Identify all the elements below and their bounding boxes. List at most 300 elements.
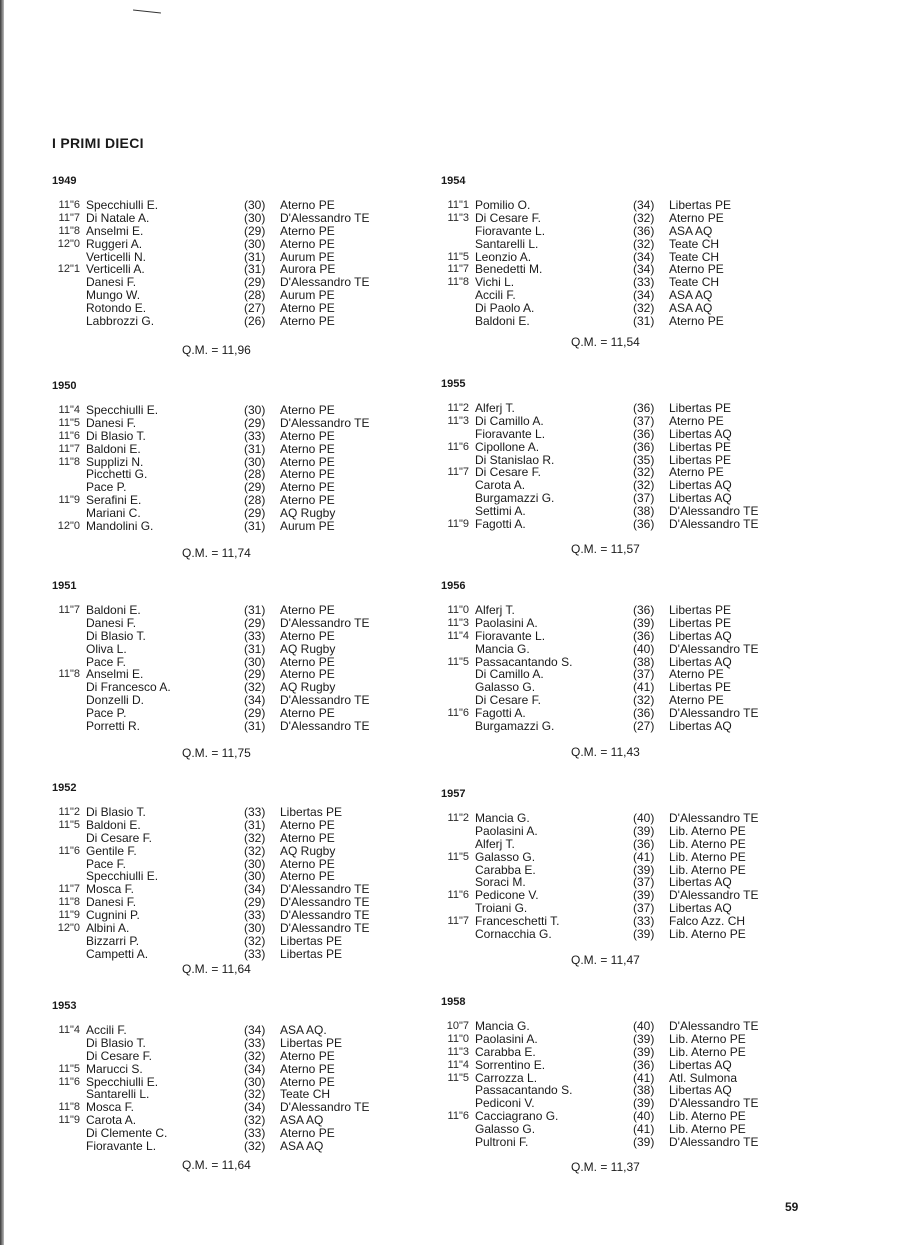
result-age: (36) xyxy=(633,439,655,454)
result-name: Cornacchia G. xyxy=(475,927,552,942)
result-time: 11"7 xyxy=(447,263,469,276)
result-name: Di Blasio T. xyxy=(86,628,146,643)
result-time: 11"2 xyxy=(447,402,469,414)
page-number: 59 xyxy=(785,1200,799,1214)
result-club: Aurum PE xyxy=(280,249,335,264)
result-time: 11"5 xyxy=(58,416,80,429)
result-name: Accili F. xyxy=(86,1023,127,1037)
result-club: Aterno PE xyxy=(280,706,335,721)
result-age: (40) xyxy=(633,1109,655,1124)
result-name: Di Cesare F. xyxy=(475,465,542,480)
result-time: 11"6 xyxy=(447,707,469,720)
result-club: Lib. Aterno PE xyxy=(669,1109,746,1124)
result-time: 11"5 xyxy=(58,818,80,831)
year-heading: 1954 xyxy=(441,175,466,187)
result-age: (29) xyxy=(244,895,266,910)
result-age: (36) xyxy=(633,223,655,238)
result-name: Mancia G. xyxy=(475,811,530,825)
result-club: AQ Rugby xyxy=(280,680,336,695)
result-age: (34) xyxy=(244,1023,266,1037)
result-club: Teate CH xyxy=(669,236,720,251)
result-name: Passacantando S. xyxy=(475,654,573,669)
average-time: Q.M. = 11,64 xyxy=(182,962,251,976)
result-name: Picchetti G. xyxy=(86,467,148,482)
result-club: D'Alessandro TE xyxy=(280,693,370,708)
result-name: Specchiulli E. xyxy=(86,403,159,417)
result-name: Benedetti M. xyxy=(475,262,543,277)
result-age: (34) xyxy=(244,882,266,897)
result-age: (41) xyxy=(633,849,655,864)
result-club: Aterno PE xyxy=(280,1061,335,1076)
result-age: (27) xyxy=(244,301,266,316)
year-heading: 1950 xyxy=(52,380,77,392)
result-time: 11"5 xyxy=(447,1071,469,1084)
result-time: 11"1 xyxy=(447,199,469,211)
result-name: Mancia G. xyxy=(475,641,530,656)
result-name: Pomilio O. xyxy=(475,198,531,212)
result-club: Aterno PE xyxy=(280,441,335,456)
average-time: Q.M. = 11,54 xyxy=(571,335,640,349)
result-time: 11"7 xyxy=(447,915,469,928)
result-time: 11"2 xyxy=(447,812,469,824)
result-time: 11"6 xyxy=(58,844,80,857)
result-name: Donzelli D. xyxy=(86,693,145,708)
result-name: Danesi F. xyxy=(86,615,137,630)
result-name: Fagotti A. xyxy=(475,517,526,532)
result-name: Di Cesare F. xyxy=(475,693,542,708)
result-club: Libertas AQ xyxy=(669,426,732,441)
result-club: Lib. Aterno PE xyxy=(669,849,746,864)
average-time: Q.M. = 11,64 xyxy=(182,1158,251,1172)
result-name: Burgamazzi G. xyxy=(475,491,555,506)
result-club: Libertas PE xyxy=(280,946,343,961)
result-age: (34) xyxy=(633,288,655,303)
result-name: Pultroni F. xyxy=(475,1135,529,1150)
result-time: 11"5 xyxy=(447,250,469,263)
year-block-1956 xyxy=(441,580,821,759)
result-age: (34) xyxy=(633,249,655,264)
result-age: (38) xyxy=(633,1083,655,1098)
result-name: Danesi F. xyxy=(86,275,137,290)
average-time: Q.M. = 11,57 xyxy=(571,542,640,556)
result-age: (34) xyxy=(633,262,655,277)
result-name: Di Cesare F. xyxy=(86,1048,153,1063)
result-club: D'Alessandro TE xyxy=(669,504,759,519)
result-age: (35) xyxy=(633,452,655,467)
result-age: (37) xyxy=(633,901,655,916)
result-age: (36) xyxy=(633,1057,655,1072)
result-name: Baldoni E. xyxy=(86,603,141,617)
result-age: (34) xyxy=(633,198,655,212)
result-name: Carabba E. xyxy=(475,862,536,877)
result-club: ASA AQ xyxy=(669,223,713,238)
result-age: (33) xyxy=(244,805,266,819)
result-club: D'Alessandro TE xyxy=(280,908,370,923)
result-time: 11"3 xyxy=(447,211,469,224)
result-name: Carota A. xyxy=(86,1113,137,1128)
year-block-1950 xyxy=(52,380,432,560)
result-club: Aterno PE xyxy=(669,693,724,708)
average-time: Q.M. = 11,43 xyxy=(571,745,640,759)
result-age: (33) xyxy=(633,914,655,929)
result-age: (30) xyxy=(244,403,266,417)
result-time: 11"6 xyxy=(447,1110,469,1123)
result-name: Carota A. xyxy=(475,478,526,493)
result-age: (39) xyxy=(633,1044,655,1059)
result-name: Sorrentino E. xyxy=(475,1057,546,1072)
result-age: (32) xyxy=(244,933,266,948)
result-age: (30) xyxy=(244,921,266,936)
result-age: (29) xyxy=(244,275,266,290)
result-age: (33) xyxy=(244,1126,266,1141)
result-age: (39) xyxy=(633,1096,655,1111)
result-club: D'Alessandro TE xyxy=(280,921,370,936)
result-name: Troiani G. xyxy=(475,901,528,916)
result-age: (33) xyxy=(244,1035,266,1050)
result-age: (36) xyxy=(633,706,655,721)
result-time: 11"7 xyxy=(58,883,80,896)
result-age: (36) xyxy=(633,426,655,441)
result-age: (32) xyxy=(633,693,655,708)
result-club: Libertas AQ xyxy=(669,901,732,916)
result-club: Libertas AQ xyxy=(669,628,732,643)
result-age: (39) xyxy=(633,615,655,630)
result-age: (39) xyxy=(633,862,655,877)
result-age: (36) xyxy=(633,401,655,415)
result-club: Aterno PE xyxy=(669,262,724,277)
result-name: Oliva L. xyxy=(86,641,127,656)
year-heading: 1951 xyxy=(52,580,77,592)
result-name: Di Camillo A. xyxy=(475,667,544,682)
result-age: (29) xyxy=(244,223,266,238)
year-block-1949 xyxy=(52,175,432,357)
result-age: (32) xyxy=(633,301,655,316)
result-club: AQ Rugby xyxy=(280,843,336,858)
result-time: 11"6 xyxy=(58,429,80,442)
result-time: 11"9 xyxy=(58,909,80,922)
result-name: Specchiulli E. xyxy=(86,869,159,884)
result-age: (32) xyxy=(244,1087,266,1102)
result-name: Fioravante L. xyxy=(475,426,546,441)
result-age: (39) xyxy=(633,1135,655,1150)
result-time: 11"3 xyxy=(447,616,469,629)
result-name: Di Francesco A. xyxy=(86,680,171,695)
result-name: Danesi F. xyxy=(86,895,137,910)
result-name: Anselmi E. xyxy=(86,667,144,682)
result-club: Aterno PE xyxy=(280,628,335,643)
result-club: Aterno PE xyxy=(280,654,335,669)
result-age: (29) xyxy=(244,415,266,430)
result-club: Aterno PE xyxy=(669,465,724,480)
result-time: 11"6 xyxy=(58,1075,80,1088)
scratch-mark xyxy=(133,10,161,14)
result-club: Libertas PE xyxy=(669,198,732,212)
result-club: Aterno PE xyxy=(280,314,335,329)
result-time: 11"8 xyxy=(58,896,80,909)
result-name: Di Blasio T. xyxy=(86,1035,146,1050)
average-time: Q.M. = 11,74 xyxy=(182,546,251,560)
average-time: Q.M. = 11,75 xyxy=(182,746,251,760)
result-name: Campetti A. xyxy=(86,946,149,961)
result-name: Di Natale A. xyxy=(86,210,150,225)
result-age: (29) xyxy=(244,506,266,521)
result-age: (33) xyxy=(633,275,655,290)
result-age: (31) xyxy=(633,314,655,329)
result-club: Aterno PE xyxy=(280,856,335,871)
result-age: (30) xyxy=(244,654,266,669)
result-club: D'Alessandro TE xyxy=(669,517,759,532)
result-name: Di Blasio T. xyxy=(86,805,146,819)
result-name: Di Stanislao R. xyxy=(475,452,555,467)
result-time: 11"8 xyxy=(58,668,80,681)
result-name: Verticelli A. xyxy=(86,262,145,277)
year-heading: 1953 xyxy=(52,1000,77,1012)
result-name: Accili F. xyxy=(475,288,516,303)
result-club: Aterno PE xyxy=(280,467,335,482)
result-time: 11"4 xyxy=(447,629,469,642)
result-age: (26) xyxy=(244,314,266,329)
result-club: Aterno PE xyxy=(280,1074,335,1089)
result-club: Libertas AQ xyxy=(669,654,732,669)
result-age: (30) xyxy=(244,198,266,212)
page-binding-edge xyxy=(0,0,4,1245)
result-age: (36) xyxy=(633,628,655,643)
year-heading: 1958 xyxy=(441,996,466,1008)
result-club: Aterno PE xyxy=(280,869,335,884)
result-age: (29) xyxy=(244,480,266,495)
result-club: Aterno PE xyxy=(280,428,335,443)
result-age: (32) xyxy=(633,236,655,251)
result-age: (39) xyxy=(633,1031,655,1046)
result-name: Baldoni E. xyxy=(86,441,141,456)
result-time: 11"0 xyxy=(447,604,469,616)
result-age: (38) xyxy=(633,504,655,519)
result-name: Carrozza L. xyxy=(475,1070,538,1085)
result-name: Cipollone A. xyxy=(475,439,540,454)
result-name: Di Cesare F. xyxy=(475,210,542,225)
result-time: 11"3 xyxy=(447,414,469,427)
result-age: (30) xyxy=(244,869,266,884)
result-club: Aurum PE xyxy=(280,519,335,534)
result-age: (30) xyxy=(244,1074,266,1089)
result-club: Aurora PE xyxy=(280,262,336,277)
result-club: Aterno PE xyxy=(280,223,335,238)
result-name: Fioravante L. xyxy=(475,628,546,643)
result-club: Libertas PE xyxy=(669,680,732,695)
result-name: Fioravante L. xyxy=(86,1139,157,1154)
result-time: 11"7 xyxy=(58,442,80,455)
result-name: Baldoni E. xyxy=(475,314,530,329)
result-name: Galasso G. xyxy=(475,1122,536,1137)
year-heading: 1955 xyxy=(441,378,466,390)
result-age: (31) xyxy=(244,641,266,656)
result-club: D'Alessandro TE xyxy=(280,1100,370,1115)
result-age: (32) xyxy=(244,830,266,845)
result-name: Burgamazzi G. xyxy=(475,719,555,734)
result-club: Lib. Aterno PE xyxy=(669,1031,746,1046)
result-club: D'Alessandro TE xyxy=(280,615,370,630)
result-time: 11"8 xyxy=(58,1101,80,1114)
result-club: Libertas AQ xyxy=(669,1083,732,1098)
result-age: (36) xyxy=(633,836,655,851)
result-club: Aterno PE xyxy=(280,454,335,469)
result-name: Paolasini A. xyxy=(475,823,538,838)
year-block-1952 xyxy=(52,782,432,976)
result-name: Di Clemente C. xyxy=(86,1126,168,1141)
result-club: Aurum PE xyxy=(280,288,335,303)
result-age: (34) xyxy=(244,1100,266,1115)
result-club: Aterno PE xyxy=(280,403,335,417)
result-age: (32) xyxy=(633,465,655,480)
result-time: 11"3 xyxy=(447,1045,469,1058)
result-time: 12"0 xyxy=(57,922,80,935)
result-age: (34) xyxy=(244,693,266,708)
result-club: Teate CH xyxy=(669,275,720,290)
result-age: (31) xyxy=(244,519,266,534)
result-club: D'Alessandro TE xyxy=(669,811,759,825)
year-block-1957 xyxy=(441,788,821,967)
result-name: Pedicone V. xyxy=(475,888,539,903)
result-time: 12"0 xyxy=(57,237,80,250)
result-age: (31) xyxy=(244,719,266,734)
result-club: Aterno PE xyxy=(280,236,335,251)
result-time: 11"8 xyxy=(58,224,80,237)
year-block-1953 xyxy=(52,1000,432,1172)
result-club: Libertas PE xyxy=(280,805,343,819)
year-block-1951 xyxy=(52,580,432,760)
result-age: (32) xyxy=(633,478,655,493)
result-age: (31) xyxy=(244,441,266,456)
result-club: Libertas AQ xyxy=(669,719,732,734)
result-age: (41) xyxy=(633,680,655,695)
result-age: (39) xyxy=(633,888,655,903)
result-name: Di Cesare F. xyxy=(86,830,153,845)
result-club: Libertas PE xyxy=(669,452,732,467)
result-age: (37) xyxy=(633,875,655,890)
result-name: Serafini E. xyxy=(86,493,142,508)
result-age: (31) xyxy=(244,817,266,832)
result-club: Lib. Aterno PE xyxy=(669,862,746,877)
result-time: 11"9 xyxy=(447,518,469,531)
result-age: (29) xyxy=(244,667,266,682)
result-name: Galasso G. xyxy=(475,849,536,864)
result-name: Paolasini A. xyxy=(475,615,538,630)
result-age: (41) xyxy=(633,1070,655,1085)
result-age: (34) xyxy=(244,1061,266,1076)
result-time: 11"4 xyxy=(447,1058,469,1071)
result-name: Ruggeri A. xyxy=(86,236,143,251)
year-heading: 1956 xyxy=(441,580,466,592)
result-club: Atl. Sulmona xyxy=(669,1070,738,1085)
result-club: D'Alessandro TE xyxy=(669,1135,759,1150)
result-age: (40) xyxy=(633,1019,655,1033)
result-age: (28) xyxy=(244,288,266,303)
result-name: Cacciagrano G. xyxy=(475,1109,559,1124)
result-club: Aterno PE xyxy=(669,667,724,682)
result-club: Libertas PE xyxy=(669,615,732,630)
result-time: 12"0 xyxy=(57,520,80,533)
result-time: 11"6 xyxy=(58,199,80,211)
result-club: D'Alessandro TE xyxy=(669,641,759,656)
result-name: Pace P. xyxy=(86,480,127,495)
result-club: Aterno PE xyxy=(280,493,335,508)
result-age: (37) xyxy=(633,667,655,682)
result-club: Libertas AQ xyxy=(669,1057,732,1072)
year-heading: 1957 xyxy=(441,788,466,800)
result-club: Libertas AQ xyxy=(669,875,732,890)
result-age: (38) xyxy=(633,654,655,669)
result-club: ASA AQ. xyxy=(280,1023,327,1037)
result-time: 11"7 xyxy=(58,604,80,616)
result-age: (39) xyxy=(633,927,655,942)
result-name: Franceschetti T. xyxy=(475,914,560,929)
result-time: 11"0 xyxy=(447,1032,469,1045)
result-club: Libertas AQ xyxy=(669,491,732,506)
result-name: Alferj T. xyxy=(475,603,515,617)
result-club: ASA AQ xyxy=(280,1139,324,1154)
result-time: 11"6 xyxy=(447,440,469,453)
result-name: Mosca F. xyxy=(86,1100,135,1115)
result-club: D'Alessandro TE xyxy=(669,1019,759,1033)
result-age: (37) xyxy=(633,413,655,428)
result-age: (30) xyxy=(244,856,266,871)
result-time: 11"4 xyxy=(58,1024,80,1036)
result-name: Supplizi N. xyxy=(86,454,144,469)
result-club: AQ Rugby xyxy=(280,506,336,521)
result-name: Fioravante L. xyxy=(475,223,546,238)
result-age: (30) xyxy=(244,236,266,251)
result-age: (30) xyxy=(244,454,266,469)
result-name: Mandolini G. xyxy=(86,519,154,534)
result-name: Rotondo E. xyxy=(86,301,147,316)
result-age: (31) xyxy=(244,262,266,277)
result-name: Carabba E. xyxy=(475,1044,536,1059)
result-club: Aterno PE xyxy=(280,480,335,495)
result-age: (33) xyxy=(244,946,266,961)
result-age: (32) xyxy=(244,1048,266,1063)
result-name: Passacantando S. xyxy=(475,1083,573,1098)
result-club: Aterno PE xyxy=(669,314,724,329)
result-name: Di Camillo A. xyxy=(475,413,544,428)
result-name: Specchiulli E. xyxy=(86,1074,159,1089)
result-name: Marucci S. xyxy=(86,1061,143,1076)
result-time: 11"5 xyxy=(447,655,469,668)
result-club: D'Alessandro TE xyxy=(669,706,759,721)
result-time: 11"5 xyxy=(447,850,469,863)
result-name: Leonzio A. xyxy=(475,249,532,264)
result-name: Labbrozzi G. xyxy=(86,314,155,329)
result-club: Aterno PE xyxy=(280,1126,335,1141)
result-club: D'Alessandro TE xyxy=(280,275,370,290)
result-club: Teate CH xyxy=(280,1087,331,1102)
result-time: 11"9 xyxy=(58,494,80,507)
result-club: D'Alessandro TE xyxy=(280,210,370,225)
result-age: (36) xyxy=(633,603,655,617)
result-name: Pace P. xyxy=(86,706,127,721)
result-club: Lib. Aterno PE xyxy=(669,1122,746,1137)
result-name: Verticelli N. xyxy=(86,249,147,264)
result-name: Di Paolo A. xyxy=(475,301,535,316)
result-age: (39) xyxy=(633,823,655,838)
result-name: Settimi A. xyxy=(475,504,526,519)
result-time: 11"4 xyxy=(58,404,80,416)
result-age: (37) xyxy=(633,491,655,506)
result-club: Aterno PE xyxy=(669,210,724,225)
result-name: Baldoni E. xyxy=(86,817,141,832)
result-club: Aterno PE xyxy=(280,1048,335,1063)
result-club: Aterno PE xyxy=(669,413,724,428)
result-age: (27) xyxy=(633,719,655,734)
